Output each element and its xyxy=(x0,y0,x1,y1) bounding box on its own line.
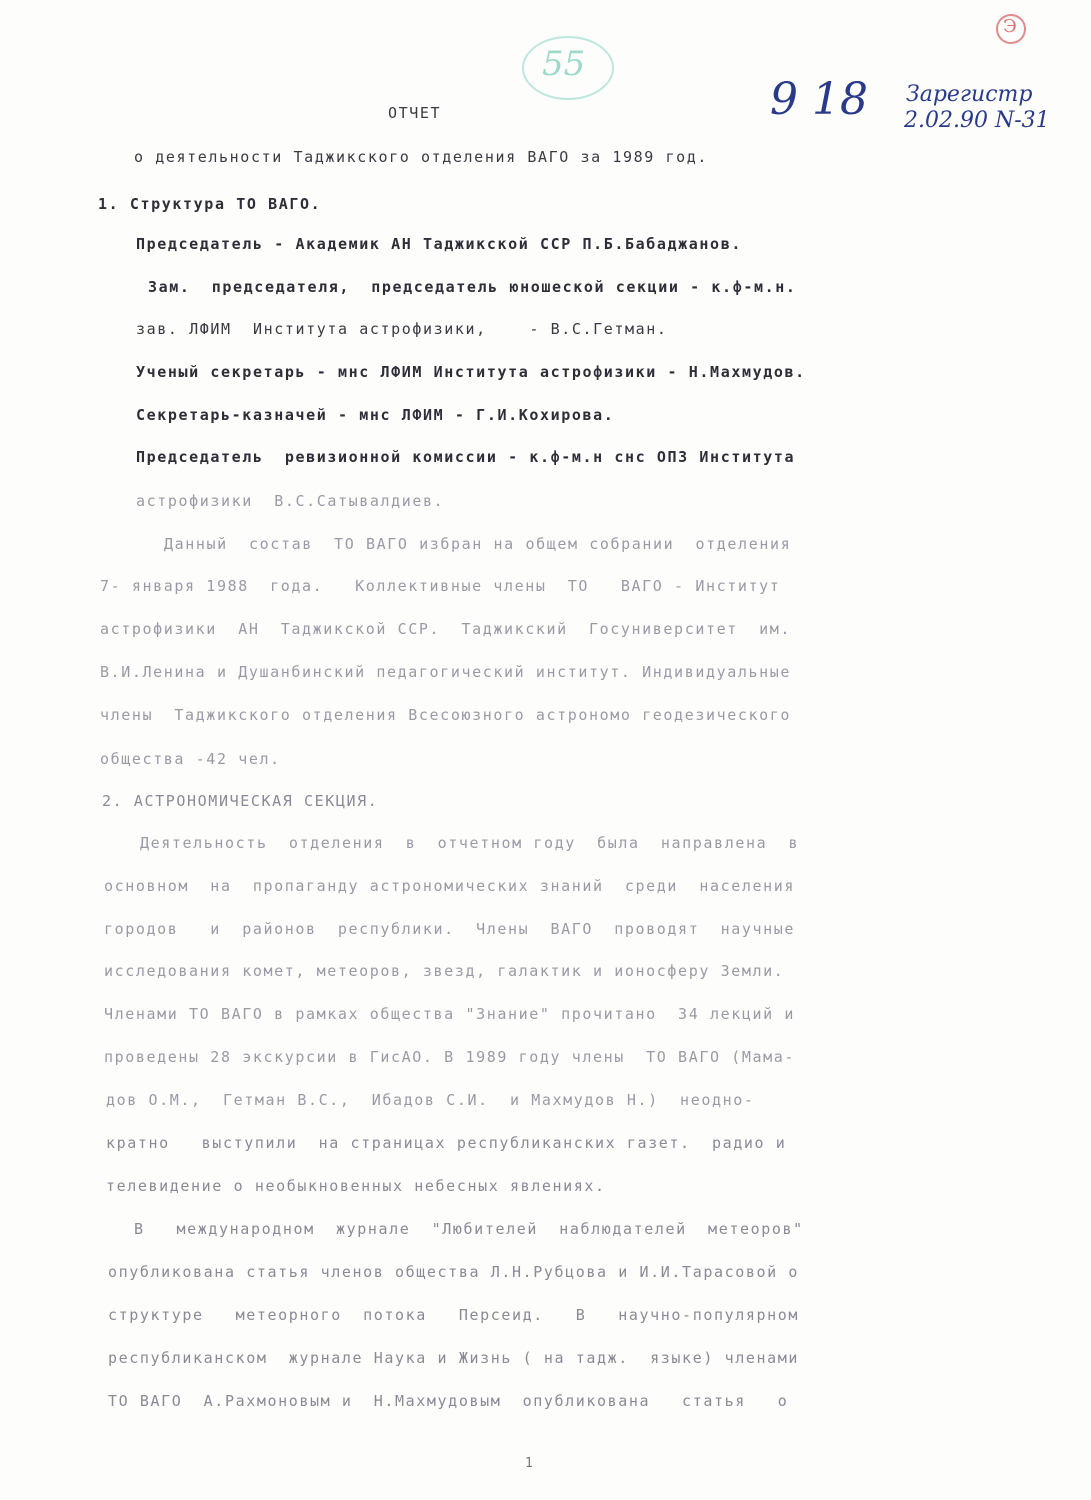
text-line: Ученый секретарь - мнс ЛФИМ Института астрофизики - Н.Махмудов. xyxy=(136,363,806,381)
archive-stamp xyxy=(522,36,614,100)
text-line: В.И.Ленина и Душанбинский педагогический институт. Индивидуальные xyxy=(100,663,791,681)
document-title: ОТЧЕТ xyxy=(388,104,442,122)
text-line: исследования комет, метеоров, звезд, галактик и ионосферу Земли. xyxy=(104,962,785,980)
text-line: Председатель - Академик АН Таджикской ССР П.Б.Бабаджанов. xyxy=(136,235,742,253)
text-line: члены Таджикского отделения Всесоюзного астрономо геодезического xyxy=(100,706,791,724)
text-line: структуре метеорного потока Персеид. В научно-популярном xyxy=(108,1306,799,1324)
stamp-number: 55 xyxy=(542,44,586,84)
text-line: ТО ВАГО А.Рахмоновым и Н.Махмудовым опубликована статья о xyxy=(108,1392,789,1410)
text-line: дов О.М., Гетман В.С., Ибадов С.И. и Махмудов Н.) неодно- xyxy=(106,1091,755,1109)
text-line: республиканском журнале Наука и Жизнь ( на тадж. языке) членами xyxy=(108,1349,799,1367)
section2-heading: 2. АСТРОНОМИЧЕСКАЯ СЕКЦИЯ. xyxy=(102,792,379,810)
text-line: основном на пропаганду астрономических знаний среди населения xyxy=(104,877,795,895)
text-line: опубликована статья членов общества Л.Н.Рубцова и И.И.Тарасовой о xyxy=(108,1263,799,1281)
corner-mark xyxy=(996,14,1026,44)
text-line: Председатель ревизионной комиссии - к.ф-м.н снс ОПЗ Института xyxy=(136,448,796,466)
text-line: Зам. председателя, председатель юношеской секции - к.ф-м.н. xyxy=(148,278,797,296)
corner-mark-text: Э xyxy=(1003,16,1017,37)
text-line: Данный состав ТО ВАГО избран на общем собрании отделения xyxy=(164,535,792,553)
text-line: астрофизики АН Таджикской ССР. Таджикский Госуниверситет им. xyxy=(100,620,791,638)
text-line: кратно выступили на страницах республиканских газет. радио и xyxy=(106,1134,787,1152)
page-number: 1 xyxy=(525,1456,535,1471)
text-line: проведены 28 экскурсии в ГисАО. В 1989 году члены ТО ВАГО (Мама- xyxy=(104,1048,795,1066)
section1-heading: 1. Структура ТО ВАГО. xyxy=(98,195,322,213)
document-subtitle: о деятельности Таджикского отделения ВАГО за 1989 год. xyxy=(134,148,709,166)
text-line: В международном журнале "Любителей наблюдателей метеоров" xyxy=(134,1220,804,1238)
text-line: зав. ЛФИМ Института астрофизики, - В.С.Гетман. xyxy=(136,320,668,338)
text-line: Членами ТО ВАГО в рамках общества "Знание" прочитано 34 лекций и xyxy=(104,1005,795,1023)
text-line: общества -42 чел. xyxy=(100,750,281,768)
handwritten-registration-line2: 2.02.90 N-31 xyxy=(904,108,1050,133)
text-line: Деятельность отделения в отчетном году была направлена в xyxy=(140,834,800,852)
text-line: 7- января 1988 года. Коллективные члены ТО ВАГО - Институт xyxy=(100,577,781,595)
text-line: астрофизики В.С.Сатывалдиев. xyxy=(136,492,445,510)
text-line: городов и районов республики. Члены ВАГО проводят научные xyxy=(104,920,795,938)
text-line: телевидение о необыкновенных небесных явлениях. xyxy=(106,1177,606,1195)
handwritten-registration-line1: Зарегистр xyxy=(906,82,1033,107)
handwritten-number: 9 18 xyxy=(770,74,868,125)
text-line: Секретарь-казначей - мнс ЛФИМ - Г.И.Кохирова. xyxy=(136,406,615,424)
